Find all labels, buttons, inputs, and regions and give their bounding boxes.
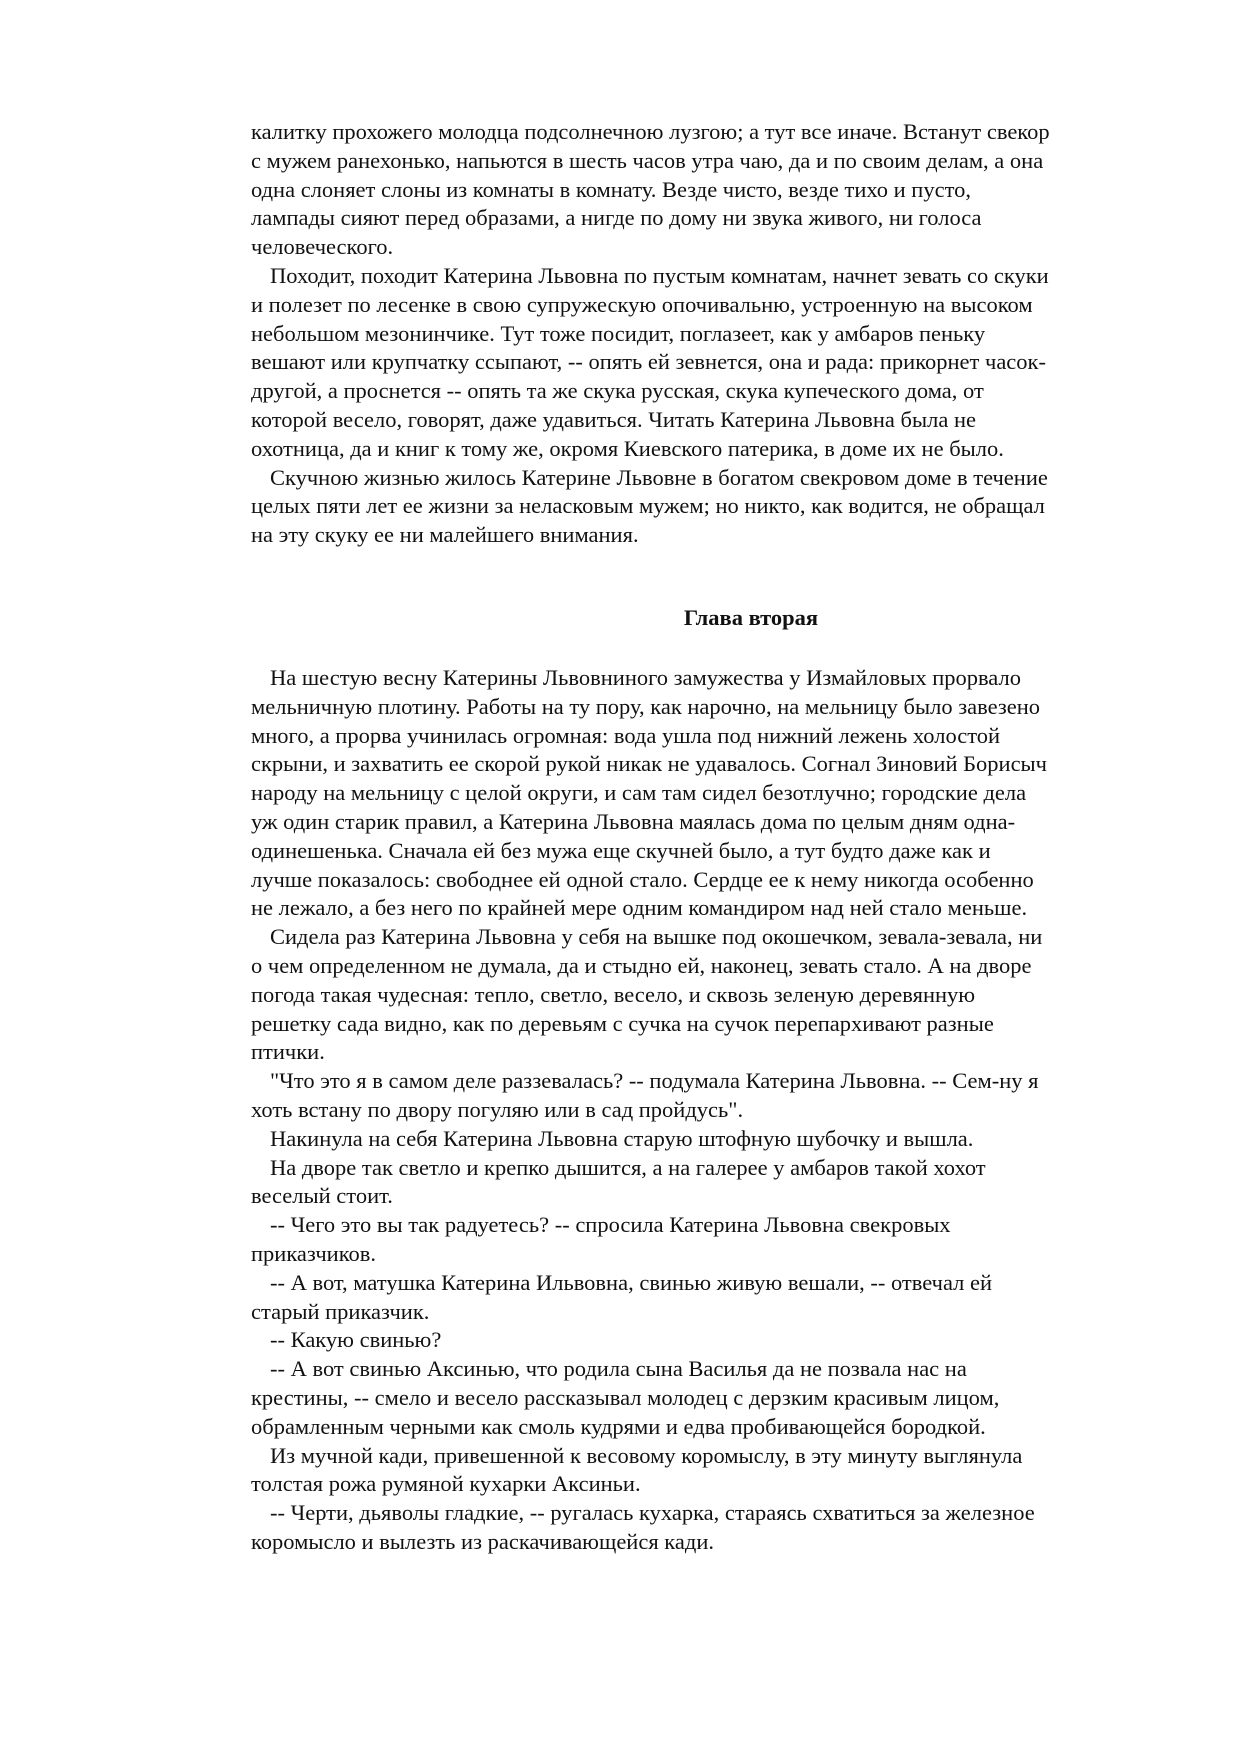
text-line: мельничную плотину. Работы на ту пору, как нарочно, на мельницу было завезено bbox=[251, 693, 1041, 719]
text-line: Накинула на себя Катерина Львовна старую штофную шубочку и вышла. bbox=[270, 1125, 974, 1151]
text-line: На дворе так светло и крепко дышится, а на галерее у амбаров такой хохот bbox=[270, 1154, 986, 1180]
text-line: "Что это я в самом деле раззевалась? -- подумала Катерина Львовна. -- Сем-ну я bbox=[270, 1068, 1039, 1094]
text-line: лучше показалось: свободнее ей одной стало. Сердце ее к нему никогда особенно bbox=[251, 866, 1034, 892]
text-line: лампады сияют перед образами, а нигде по дому ни звука живого, ни голоса bbox=[251, 205, 982, 231]
text-line: веселый стоит. bbox=[251, 1183, 393, 1209]
text-line: много, а прорва учинилась огромная: вода ушла под нижний лежень холостой bbox=[251, 722, 1001, 748]
text-line: -- Черти, дьяволы гладкие, -- ругалась кухарка, стараясь схватиться за железное bbox=[270, 1500, 1035, 1526]
paragraph bbox=[251, 1211, 1171, 1269]
text-line: Из мучной кади, привешенной к весовому коромыслу, в эту минуту выглянула bbox=[270, 1442, 1023, 1468]
text-section-before bbox=[251, 118, 1171, 550]
paragraph bbox=[251, 118, 1171, 262]
text-line: Походит, походит Катерина Львовна по пустым комнатам, начнет зевать со скуки bbox=[270, 262, 1049, 288]
paragraph bbox=[251, 1355, 1171, 1441]
text-line: калитку прохожего молодца подсолнечною лузгою; а тут все иначе. Встанут свекор bbox=[251, 119, 1050, 144]
text-line: с мужем ранехонько, напьются в шесть часов утра чаю, да и по своим делам, а она bbox=[251, 147, 1044, 173]
chapter-title: Глава вторая bbox=[683, 605, 819, 630]
paragraph bbox=[251, 1125, 1171, 1154]
text-line: человеческого. bbox=[251, 234, 394, 260]
text-line: народу на мельницу с целой округи, и сам там сидел безотлучно; городские дела bbox=[251, 780, 1027, 806]
text-line: уж один старик правил, а Катерина Львовна маялась дома по целым дням одна- bbox=[251, 808, 1016, 834]
text-line: -- А вот свинью Аксинью, что родила сына Василья да не позвала нас на bbox=[270, 1356, 967, 1382]
text-line: толстая рожа румяной кухарки Аксиньи. bbox=[251, 1471, 641, 1497]
text-line: коромысло и вылезть из раскачивающейся кади. bbox=[251, 1528, 714, 1554]
text-section-after bbox=[251, 664, 1171, 1557]
paragraph bbox=[251, 1154, 1171, 1212]
text-line: погода такая чудесная: тепло, светло, весело, и сквозь зеленую деревянную bbox=[251, 981, 976, 1007]
text-line: -- Какую свинью? bbox=[270, 1327, 442, 1353]
text-line: одна слоняет слоны из комнаты в комнату. Везде чисто, везде тихо и пусто, bbox=[251, 176, 971, 202]
text-line: Скучною жизнью жилось Катерине Львовне в богатом свекровом доме в течение bbox=[270, 464, 1048, 490]
text-line: приказчиков. bbox=[251, 1240, 376, 1266]
text-line: Сидела раз Катерина Львовна у себя на вышке под окошечком, зевала-зевала, ни bbox=[270, 924, 1043, 950]
paragraph bbox=[251, 1326, 1171, 1355]
paragraph bbox=[251, 923, 1171, 1067]
text-line: на эту скуку ее ни малейшего внимания. bbox=[251, 522, 639, 548]
text-line: целых пяти лет ее жизни за неласковым мужем; но никто, как водится, не обращал bbox=[251, 493, 1045, 519]
paragraph bbox=[251, 1269, 1171, 1327]
text-line: старый приказчик. bbox=[251, 1298, 430, 1324]
text-line: вешают или крупчатку ссыпают, -- опять ей зевнется, она и рада: прикорнет часок- bbox=[251, 349, 1046, 375]
text-line: одинешенька. Сначала ей без мужа еще скучней было, а тут будто даже как и bbox=[251, 837, 991, 863]
paragraph bbox=[251, 464, 1171, 550]
text-line: обрамленным черными как смоль кудрями и едва пробивающейся бородкой. bbox=[251, 1413, 986, 1439]
paragraph bbox=[251, 1067, 1171, 1125]
text-line: не лежало, а без него по крайней мере одним командиром над ней стало меньше. bbox=[251, 895, 1028, 921]
paragraph bbox=[251, 1499, 1171, 1557]
text-line: птички. bbox=[251, 1039, 325, 1065]
text-line: небольшом мезонинчике. Тут тоже посидит, поглазеет, как у амбаров пеньку bbox=[251, 320, 986, 346]
text-line: решетку сада видно, как по деревьям с сучка на сучок перепархивают разные bbox=[251, 1010, 994, 1036]
text-line: На шестую весну Катерины Львовниного замужества у Измайловых прорвало bbox=[270, 665, 1021, 690]
text-line: другой, а проснется -- опять та же скука русская, скука купеческого дома, от bbox=[251, 378, 984, 404]
text-line: хоть встану по двору погуляю или в сад пройдусь". bbox=[251, 1096, 744, 1122]
text-line: и полезет по лесенке в свою супружескую опочивальню, устроенную на высоком bbox=[251, 291, 1033, 317]
paragraph bbox=[251, 1442, 1171, 1500]
text-line: которой весело, говорят, даже удавиться. Читать Катерина Львовна была не bbox=[251, 406, 976, 432]
text-line: крестины, -- смело и весело рассказывал молодец с дерзким красивым лицом, bbox=[251, 1384, 1000, 1410]
text-line: охотница, да и книг к тому же, окромя Киевского патерика, в доме их не было. bbox=[251, 435, 1004, 461]
paragraph bbox=[251, 664, 1171, 923]
text-line: о чем определенном не думала, да и стыдно ей, наконец, зевать стало. А на дворе bbox=[251, 952, 1032, 978]
text-line: скрыни, и захватить ее скорой рукой никак не удавалось. Согнал Зиновий Борисыч bbox=[251, 751, 1047, 777]
text-line: -- Чего это вы так радуетесь? -- спросила Катерина Львовна свекровых bbox=[270, 1212, 951, 1238]
paragraph bbox=[251, 262, 1171, 464]
text-line: -- А вот, матушка Катерина Ильвовна, свинью живую вешали, -- отвечал ей bbox=[270, 1269, 993, 1295]
